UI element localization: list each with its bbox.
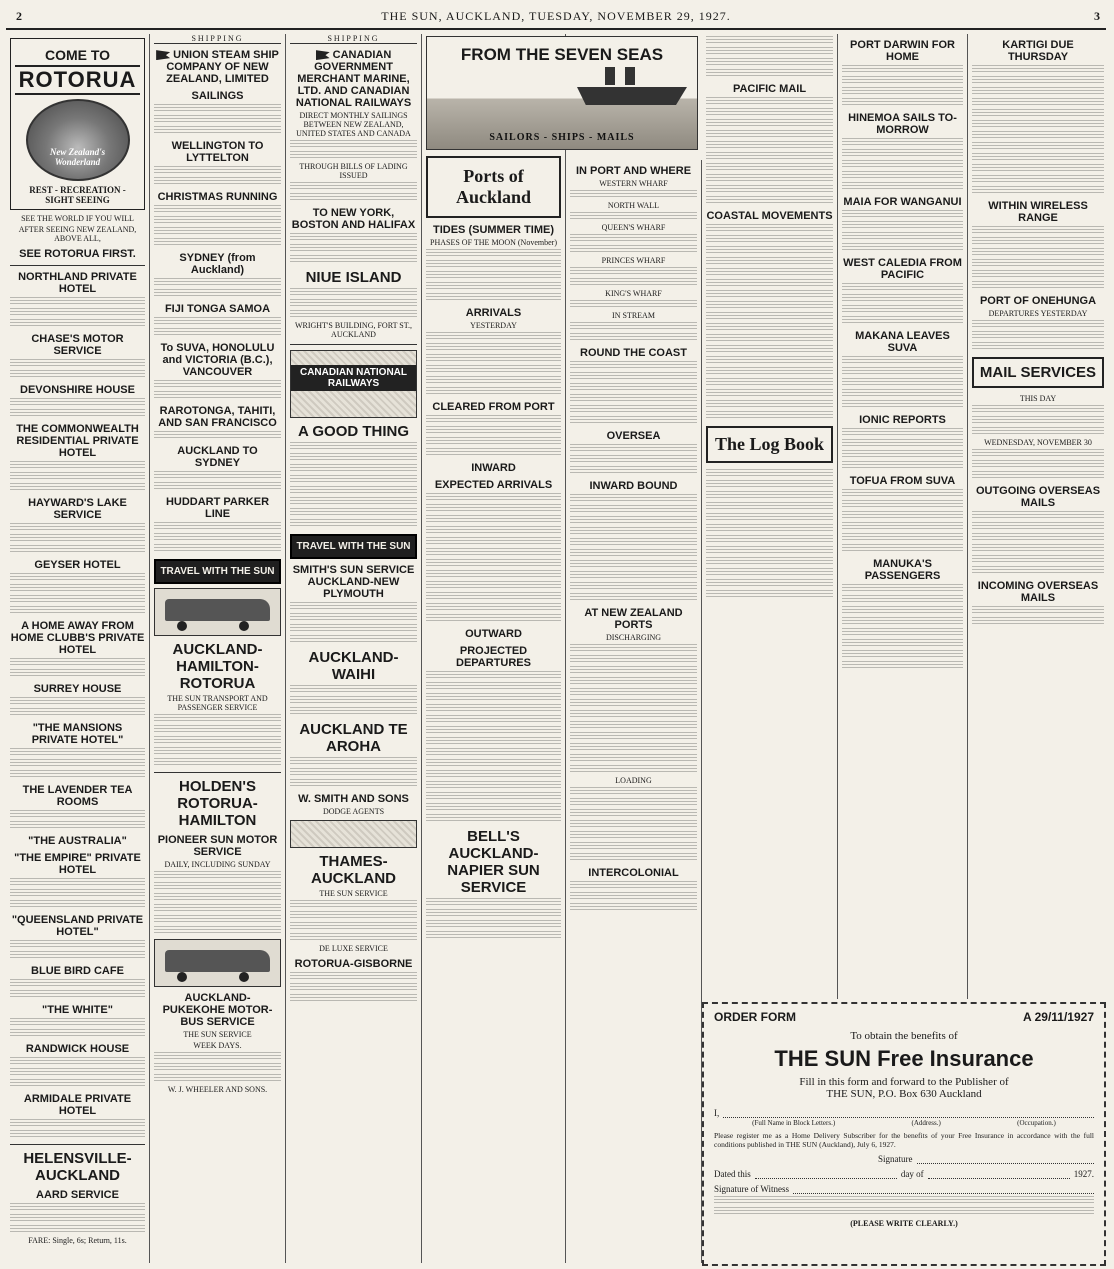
funnel-icon (605, 67, 615, 85)
travel-with-sun-banner: TRAVEL WITH THE SUN (154, 559, 281, 584)
expected-heading: EXPECTED ARRIVALS (434, 479, 553, 491)
insurance-order-form (702, 1002, 1106, 1266)
wharf-label: IN STREAM (612, 311, 655, 320)
after-text: AFTER SEEING NEW ZEALAND, ABOVE ALL, (18, 225, 137, 243)
yesterday-text: YESTERDAY (470, 321, 517, 330)
see-world-text: SEE THE WORLD IF YOU WILL (21, 214, 134, 223)
huddart-heading: HUDDART PARKER LINE (165, 496, 270, 520)
section-label: SHIPPING (154, 34, 281, 44)
this-day-text: THIS DAY (1019, 394, 1057, 403)
oversea-heading: OVERSEA (606, 430, 661, 442)
sun-transport-text: THE SUN TRANSPORT AND PASSENGER SERVICE (167, 694, 268, 712)
wharf-label: WESTERN WHARF (599, 179, 668, 188)
maia-heading: MAIA FOR WANGANUI (843, 196, 962, 208)
wharf-label: KING'S WHARF (605, 289, 662, 298)
hotel-heading: RANDWICK HOUSE (25, 1043, 130, 1055)
through-text: THROUGH BILLS OF LADING ISSUED (299, 162, 408, 180)
inward-heading: INWARD (471, 462, 516, 474)
wharf-label: QUEEN'S WHARF (601, 223, 666, 232)
geyser-illustration (26, 99, 130, 181)
outward-heading: OUTWARD (465, 628, 522, 640)
travel-with-sun-banner: TRAVEL WITH THE SUN (290, 534, 417, 559)
pacific-mail-heading: PACIFIC MAIL (732, 83, 807, 95)
to-new-york-heading: TO NEW YORK, BOSTON AND HALIFAX (291, 207, 416, 231)
column-shipping-1 (150, 34, 286, 1263)
car-icon (290, 820, 417, 848)
smiths-heading: SMITH'S SUN SERVICE AUCKLAND-NEW PLYMOUTH (292, 564, 415, 600)
register-text: Please register me as a Home Delivery Subscriber for the benefits of your Free Insurance in accordance with the full conditions published in THE SUN (Auckland), July 6, 1927. (714, 1131, 1094, 1149)
hotel-heading: THE LAVENDER TEA ROOMS (22, 784, 133, 808)
projected-heading: PROJECTED DEPARTURES (456, 645, 531, 669)
car-illustration (154, 588, 281, 636)
pukekohe-heading: AUCKLAND-PUKEKOHE MOTOR-BUS SERVICE (162, 992, 273, 1028)
please-write-clearly: (PLEASE WRITE CLEARLY.) (850, 1219, 958, 1228)
column-shipping-news (838, 34, 968, 999)
page-number-right: 3 (1094, 9, 1100, 23)
order-title: THE SUN Free Insurance (774, 1046, 1034, 1071)
page-title: THE SUN, AUCKLAND, TUESDAY, NOVEMBER 29, 1927. (381, 9, 731, 23)
vancouver-heading: To SUVA, HONOLULU and VICTORIA (B.C.), VANCOUVER (160, 342, 275, 378)
direct-sailings-text: DIRECT MONTHLY SAILINGS BETWEEN NEW ZEALAND, UNITED STATES AND CANADA (296, 111, 411, 138)
order-fill-text: Fill in this form and forward to the Publisher of (799, 1076, 1009, 1088)
column-mail (968, 34, 1108, 999)
occupation-caption: (Occupation.) (1017, 1119, 1056, 1127)
rotorua-advert (10, 38, 145, 210)
ionic-heading: IONIC REPORTS (859, 414, 946, 426)
good-thing-heading: A GOOD THING (297, 423, 410, 440)
nz-ports-heading: AT NEW ZEALAND PORTS (584, 607, 683, 631)
wharf-label: NORTH WALL (607, 201, 660, 210)
funnel-icon (625, 67, 635, 85)
intercolonial-heading: INTERCOLONIAL (588, 867, 679, 879)
canada-rail-logo (290, 350, 417, 418)
ports-of-auckland-heading: Ports of Auckland (426, 156, 561, 218)
hotel-heading: THE COMMONWEALTH RESIDENTIAL PRIVATE HOTEL (16, 423, 139, 459)
hotel-heading: CHASE'S MOTOR SERVICE (31, 333, 124, 357)
inward-bound-heading: INWARD BOUND (589, 480, 678, 492)
date-field[interactable]: Dated this day of 1927. (714, 1169, 1094, 1179)
west-heading: WEST CALEDIA FROM PACIFIC (843, 257, 962, 281)
coastal-heading: COASTAL MOVEMENTS (706, 210, 833, 222)
wireless-heading: WITHIN WIRELESS RANGE (988, 200, 1088, 224)
column-pacific (702, 34, 838, 999)
order-address: THE SUN, P.O. Box 630 Auckland (826, 1088, 982, 1100)
christmas-heading: CHRISTMAS RUNNING (157, 191, 278, 203)
hotel-heading: "THE AUSTRALIA" (28, 835, 127, 847)
order-lead: To obtain the benefits of (850, 1030, 958, 1042)
sydney-heading: SYDNEY (from Auckland) (179, 252, 256, 276)
section-label: SHIPPING (290, 34, 417, 44)
full-name-caption: (Full Name in Block Letters.) (752, 1119, 836, 1127)
canadian-heading: CANADIAN GOVERNMENT MERCHANT MARINE, LTD. AND CANADIAN NATIONAL RAILWAYS (295, 49, 412, 109)
departures-text: DEPARTURES YESTERDAY (988, 309, 1088, 318)
mail-services-heading: MAIL SERVICES (972, 357, 1104, 388)
hotel-heading: "QUEENSLAND PRIVATE HOTEL" (11, 914, 144, 938)
wheeler-text: W. J. WHEELER AND SONS. (167, 1085, 268, 1094)
onehunga-heading: PORT OF ONEHUNGA (979, 295, 1097, 307)
helensville-heading: HELENSVILLE-AUCKLAND (23, 1150, 132, 1184)
rarotonga-heading: RAROTONGA, TAHITI, AND SAN FRANCISCO (158, 405, 277, 429)
wright-text: WRIGHT'S BUILDING, FORT ST., AUCKLAND (294, 321, 413, 339)
aroha-heading: AUCKLAND TE AROHA (299, 721, 408, 755)
flag-icon (156, 50, 170, 60)
canada-rail-badge: CANADIAN NATIONAL RAILWAYS (291, 365, 416, 391)
rest-slogan: REST - RECREATION - SIGHT SEEING (29, 185, 126, 205)
hotel-heading: GEYSER HOTEL (34, 559, 121, 571)
fiji-heading: FIJI TONGA SAMOA (164, 303, 271, 315)
smith-motor-heading: W. SMITH AND SONS (298, 793, 409, 805)
sun-service-text: THE SUN SERVICE (183, 1030, 252, 1039)
hotel-heading: "THE MANSIONS PRIVATE HOTEL" (31, 722, 124, 746)
hotel-heading: "THE EMPIRE" PRIVATE HOTEL (14, 852, 141, 876)
dodge-text: DODGE AGENTS (322, 807, 385, 816)
rotorua-wordmark: ROTORUA (15, 65, 140, 95)
address-caption: (Address.) (911, 1119, 941, 1127)
hotel-heading: DEVONSHIRE HOUSE (20, 384, 135, 396)
hotel-heading: ARMIDALE PRIVATE HOTEL (23, 1093, 132, 1117)
hotel-heading: BLUE BIRD CAFE (31, 965, 124, 977)
holden-heading: HOLDEN'S ROTORUA-HAMILTON (177, 778, 258, 829)
phases-text: PHASES OF THE MOON (November) (430, 238, 557, 247)
mangaia-heading: MAKANA LEAVES SUVA (855, 330, 950, 354)
wonderland-text: New Zealand's Wonderland (49, 147, 106, 167)
manuka-heading: MANUKA'S PASSENGERS (864, 558, 941, 582)
see-rotorua-first: SEE ROTORUA FIRST. (19, 248, 136, 260)
sailors-ships-mails: SAILORS - SHIPS - MAILS (489, 132, 635, 143)
fares-text: FARE: Single, 6s; Return, 11s. (28, 1236, 127, 1245)
union-heading: UNION STEAM SHIP COMPANY OF NEW ZEALAND, LIMITED (154, 49, 281, 85)
hinemoa-heading: HINEMOA SAILS TO-MORROW (848, 112, 957, 136)
thames-heading: THAMES-AUCKLAND (311, 853, 396, 887)
waihi-heading: AUCKLAND-WAIHI (308, 649, 399, 683)
hotel-heading: "THE WHITE" (42, 1004, 113, 1016)
log-book-heading: The Log Book (706, 426, 833, 463)
wellington-heading: WELLINGTON TO LYTTELTON (171, 140, 264, 164)
kartigi-heading: KARTIGI DUE THURSDAY (1002, 39, 1074, 63)
bus-illustration (154, 939, 281, 987)
outgoing-heading: OUTGOING OVERSEAS MAILS (975, 485, 1101, 509)
aard-heading: AARD SERVICE (36, 1189, 119, 1201)
wednesday-text: WEDNESDAY, NOVEMBER 30 (984, 438, 1092, 447)
cleared-heading: CLEARED FROM PORT (432, 401, 555, 413)
round-coast-heading: ROUND THE COAST (580, 347, 687, 359)
hamilton-heading: AUCKLAND-HAMILTON-ROTORUA (172, 641, 263, 692)
wharf-label: PRINCES WHARF (601, 256, 666, 265)
arrivals-heading: ARRIVALS (465, 307, 522, 319)
thames-sun-text: THE SUN SERVICE (319, 889, 388, 898)
discharging-text: DISCHARGING (605, 633, 662, 642)
newspaper-header (6, 6, 1106, 30)
order-form-label: ORDER FORM (714, 1010, 796, 1024)
page-number: 2 (16, 9, 22, 23)
seven-seas-banner (426, 36, 698, 150)
column-rotorua-hotels (6, 34, 150, 1263)
daily-text: DAILY, INCLUDING SUNDAY (164, 860, 271, 869)
order-form-date: A 29/11/1927 (1023, 1010, 1094, 1024)
sailings-heading: SAILINGS (191, 90, 244, 102)
hotel-heading: SURREY HOUSE (33, 683, 122, 695)
column-shipping-2 (286, 34, 422, 1263)
seven-seas-title: FROM THE SEVEN SEAS (460, 45, 664, 64)
hotel-list (10, 271, 145, 1139)
pioneer-heading: PIONEER SUN MOTOR SERVICE (157, 834, 278, 858)
auckland-sydney-heading: AUCKLAND TO SYDNEY (177, 445, 258, 469)
bells-heading: BELL'S AUCKLAND-NAPIER SUN SERVICE (447, 828, 540, 896)
witness-field[interactable]: Signature of Witness (714, 1184, 1094, 1194)
flag-icon (316, 50, 330, 60)
tofua-heading: TOFUA FROM SUVA (849, 475, 956, 487)
hotel-heading: NORTHLAND PRIVATE HOTEL (18, 271, 137, 295)
column-in-port (566, 160, 702, 1263)
niue-heading: NIUE ISLAND (305, 269, 402, 286)
name-field[interactable]: I, (714, 1108, 1094, 1118)
loading-text: LOADING (615, 776, 652, 785)
hotel-heading: HAYWARD'S LAKE SERVICE (28, 497, 127, 521)
in-port-heading: IN PORT AND WHERE (575, 165, 692, 177)
incoming-heading: INCOMING OVERSEAS MAILS (977, 580, 1099, 604)
hotel-heading: A HOME AWAY FROM HOME CLUBB'S PRIVATE HOTEL (10, 620, 145, 656)
gisborne-heading: ROTORUA-GISBORNE (294, 958, 413, 970)
come-to-text: COME TO (44, 47, 111, 63)
week-days-text: WEEK DAYS. (193, 1041, 242, 1050)
port-darwin-heading: PORT DARWIN FOR HOME (850, 39, 955, 63)
signature-field[interactable]: Signature (714, 1154, 1094, 1164)
luxe-text: DE LUXE SERVICE (319, 944, 388, 953)
tides-heading: TIDES (SUMMER TIME) (433, 224, 554, 236)
